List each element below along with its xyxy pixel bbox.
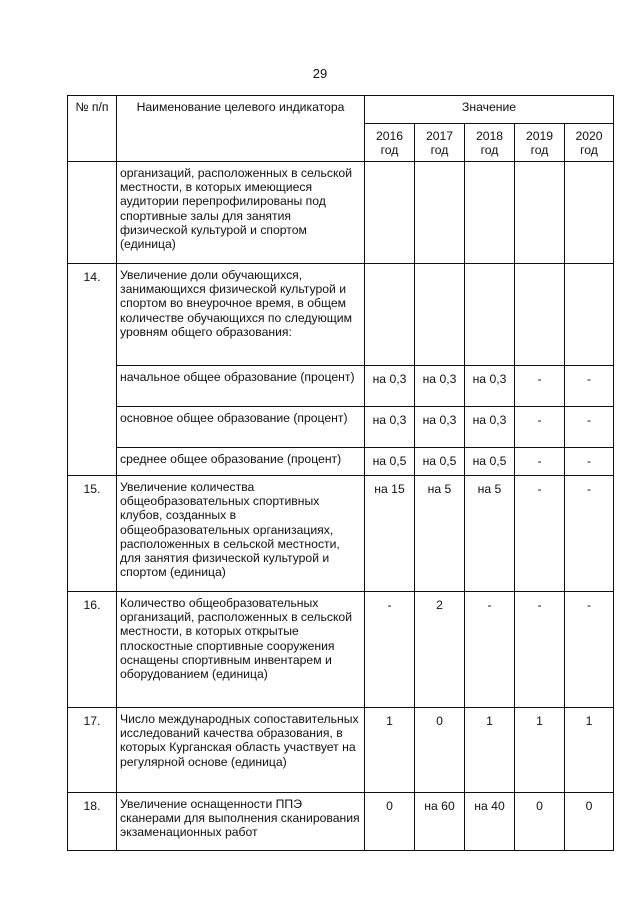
value-2019: [515, 264, 565, 366]
page-number: 29: [312, 66, 328, 81]
indicator-name: основное общее образование (процент): [117, 407, 365, 448]
header-year-2019: 2019 год: [515, 124, 565, 162]
value-2017: [415, 264, 465, 366]
value-2017: на 0,3: [415, 366, 465, 407]
value-2019: -: [515, 407, 565, 448]
value-2020: 1: [565, 708, 614, 793]
row-number: 15.: [68, 476, 117, 592]
table-row: [68, 162, 614, 264]
value-2019: -: [515, 366, 565, 407]
value-2020: [565, 162, 614, 264]
indicator-name: организаций, расположенных в сельской местности, в которых имеющиеся аудитории перепрофилированы под спортивные залы для занятия физической культурой и спортом (единица): [117, 162, 365, 264]
table-row: [68, 407, 614, 448]
table-row: [68, 448, 614, 476]
header-num: № п/п: [68, 96, 117, 162]
value-2020: -: [565, 476, 614, 592]
header-year-2020: 2020 год: [565, 124, 614, 162]
value-2019: 0: [515, 793, 565, 851]
indicator-name: Увеличение доли обучающихся, занимающихся физической культурой и спортом во внеурочное время, в общем количестве обучающихся по следующим уровням общего образования:: [117, 264, 365, 366]
header-row-top: [68, 96, 614, 124]
value-2017: [415, 162, 465, 264]
value-2018: на 40: [465, 793, 515, 851]
value-2018: [465, 264, 515, 366]
indicator-name: Увеличение оснащенности ППЭ сканерами для выполнения сканирования экзаменационных работ: [117, 793, 365, 851]
indicator-name: начальное общее образование (процент): [117, 366, 365, 407]
value-2017: на 5: [415, 476, 465, 592]
value-2019: -: [515, 476, 565, 592]
header-year-2016: 2016 год: [365, 124, 415, 162]
table-row: [68, 793, 614, 851]
value-2016: на 0,5: [365, 448, 415, 476]
value-2017: 2: [415, 592, 465, 708]
indicators-table: [67, 95, 614, 851]
table-row: [68, 708, 614, 793]
value-2020: -: [565, 407, 614, 448]
value-2018: на 5: [465, 476, 515, 592]
value-2017: на 60: [415, 793, 465, 851]
row-number: [68, 162, 117, 264]
row-number: 14.: [68, 264, 117, 476]
value-2018: -: [465, 592, 515, 708]
table-row: [68, 366, 614, 407]
header-name: Наименование целевого индикатора: [117, 96, 365, 162]
header-year-2017: 2017 год: [415, 124, 465, 162]
value-2016: на 0,3: [365, 366, 415, 407]
row-number: 18.: [68, 793, 117, 851]
value-2018: на 0,3: [465, 366, 515, 407]
value-2017: 0: [415, 708, 465, 793]
value-2020: -: [565, 592, 614, 708]
row-number: 17.: [68, 708, 117, 793]
value-2018: на 0,5: [465, 448, 515, 476]
value-2016: -: [365, 592, 415, 708]
value-2016: на 0,3: [365, 407, 415, 448]
value-2019: 1: [515, 708, 565, 793]
indicator-name: Количество общеобразовательных организаций, расположенных в сельской местности, в которых открытые плоскостные спортивные сооружения оснащены спортивным инвентарем и оборудованием (единица): [117, 592, 365, 708]
value-2016: 1: [365, 708, 415, 793]
value-2017: на 0,3: [415, 407, 465, 448]
header-year-2018: 2018 год: [465, 124, 515, 162]
value-2020: [565, 264, 614, 366]
value-2016: [365, 162, 415, 264]
value-2017: на 0,5: [415, 448, 465, 476]
table-row: [68, 476, 614, 592]
indicator-name: среднее общее образование (процент): [117, 448, 365, 476]
row-number: 16.: [68, 592, 117, 708]
table-row: [68, 264, 614, 366]
value-2018: 1: [465, 708, 515, 793]
header-value: Значение: [365, 96, 614, 124]
value-2019: -: [515, 448, 565, 476]
value-2020: 0: [565, 793, 614, 851]
value-2019: -: [515, 592, 565, 708]
value-2016: [365, 264, 415, 366]
table-row: [68, 592, 614, 708]
indicator-name: Число международных сопоставительных исследований качества образования, в которых Курганская область участвует на регулярной основе (единица): [117, 708, 365, 793]
value-2020: -: [565, 366, 614, 407]
value-2018: на 0,3: [465, 407, 515, 448]
value-2016: 0: [365, 793, 415, 851]
value-2019: [515, 162, 565, 264]
value-2016: на 15: [365, 476, 415, 592]
indicator-name: Увеличение количества общеобразовательных спортивных клубов, созданных в общеобразовательных организациях, расположенных в сельской местности, для занятия физической культурой и спортом (единица): [117, 476, 365, 592]
value-2018: [465, 162, 515, 264]
value-2020: -: [565, 448, 614, 476]
